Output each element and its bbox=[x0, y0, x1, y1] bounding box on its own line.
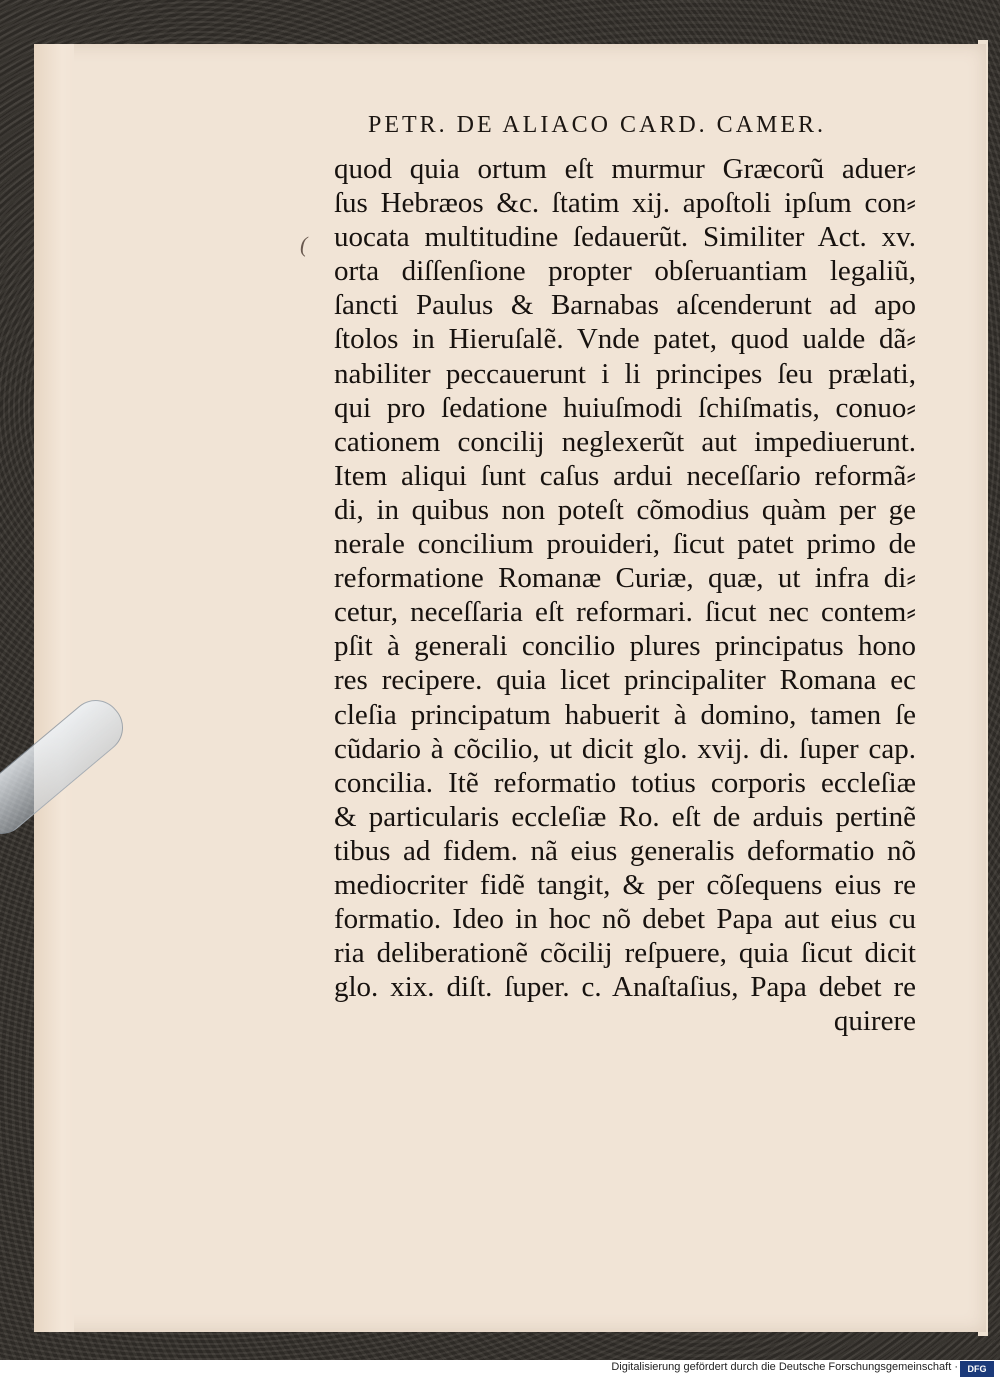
body-text bbox=[334, 152, 916, 1038]
text-line: concilia. Itẽ reformatio totius corporis eccleſiæ bbox=[334, 766, 916, 799]
text-line: pſit à generali concilio plures principatus hono bbox=[334, 630, 916, 663]
footer-credit: Digitalisierung gefördert durch die Deutsche Forschungsgemeinschaft · bbox=[611, 1361, 958, 1373]
catchword: quirere bbox=[833, 1005, 916, 1038]
text-line: ſus Hebræos &c. ſtatim xij. apoſtoli ipſum con⸗ bbox=[334, 187, 916, 220]
text-line: di, in quibus non poteſt cõmodius quàm per ge bbox=[334, 493, 916, 526]
text-line: res recipere. quia licet principaliter Romana ec bbox=[334, 664, 916, 697]
page-gutter bbox=[34, 44, 74, 1332]
text-line: quod quia ortum eſt murmur Græcorũ aduer⸗ bbox=[334, 153, 916, 185]
text-line: nabiliter peccauerunt i li principes ſeu prælati, bbox=[334, 357, 916, 390]
text-line: ſtolos in Hieruſalẽ. Vnde patet, quod ualde dã⸗ bbox=[334, 323, 916, 356]
text-line: orta diſſenſione propter obſeruantiam legaliũ, bbox=[334, 255, 916, 288]
text-line: cleſia principatum habuerit à domino, tamen ſe bbox=[334, 698, 916, 731]
margin-mark: ( bbox=[300, 232, 308, 257]
text-line: uocata multitudine ſedauerũt. Similiter Act. xv. bbox=[334, 221, 916, 254]
text-line: ria deliberationẽ cõcilij reſpuere, quia ſicut dicit bbox=[334, 937, 916, 970]
text-line: formatio. Ideo in hoc nõ debet Papa aut eius cu bbox=[334, 903, 916, 936]
text-line: cationem concilij neglexerũt aut impediuerunt. bbox=[334, 425, 916, 458]
text-line: cetur, neceſſaria eſt reformari. ſicut nec contem⸗ bbox=[334, 596, 916, 629]
text-line: cũdario à cõcilio, ut dicit glo. xvij. di. ſuper cap. bbox=[334, 732, 916, 765]
text-line: mediocriter fidẽ tangit, & per cõſequens eius re bbox=[334, 868, 916, 901]
text-line: glo. xix. diſt. ſuper. c. Anaſtaſius, Papa debet re bbox=[334, 971, 916, 1004]
text-line: qui pro ſedatione huiuſmodi ſchiſmatis, conuo⸗ bbox=[334, 391, 916, 424]
dfg-logo-icon: DFG bbox=[960, 1361, 994, 1377]
text-line: tibus ad fidem. nã eius generalis deformatio nõ bbox=[334, 834, 916, 867]
text-line: nerale concilium prouideri, ſicut patet primo de bbox=[334, 528, 916, 561]
text-line: Item aliqui ſunt caſus ardui neceſſario reformã⸗ bbox=[334, 459, 916, 492]
running-head: PETR. DE ALIACO CARD. CAMER. bbox=[368, 112, 827, 138]
text-line: & particularis eccleſiæ Ro. eſt de arduis pertinẽ bbox=[334, 800, 916, 833]
text-line: ſancti Paulus & Barnabas aſcenderunt ad apo bbox=[334, 289, 916, 322]
text-line: reformatione Romanæ Curiæ, quæ, ut infra di⸗ bbox=[334, 562, 916, 595]
